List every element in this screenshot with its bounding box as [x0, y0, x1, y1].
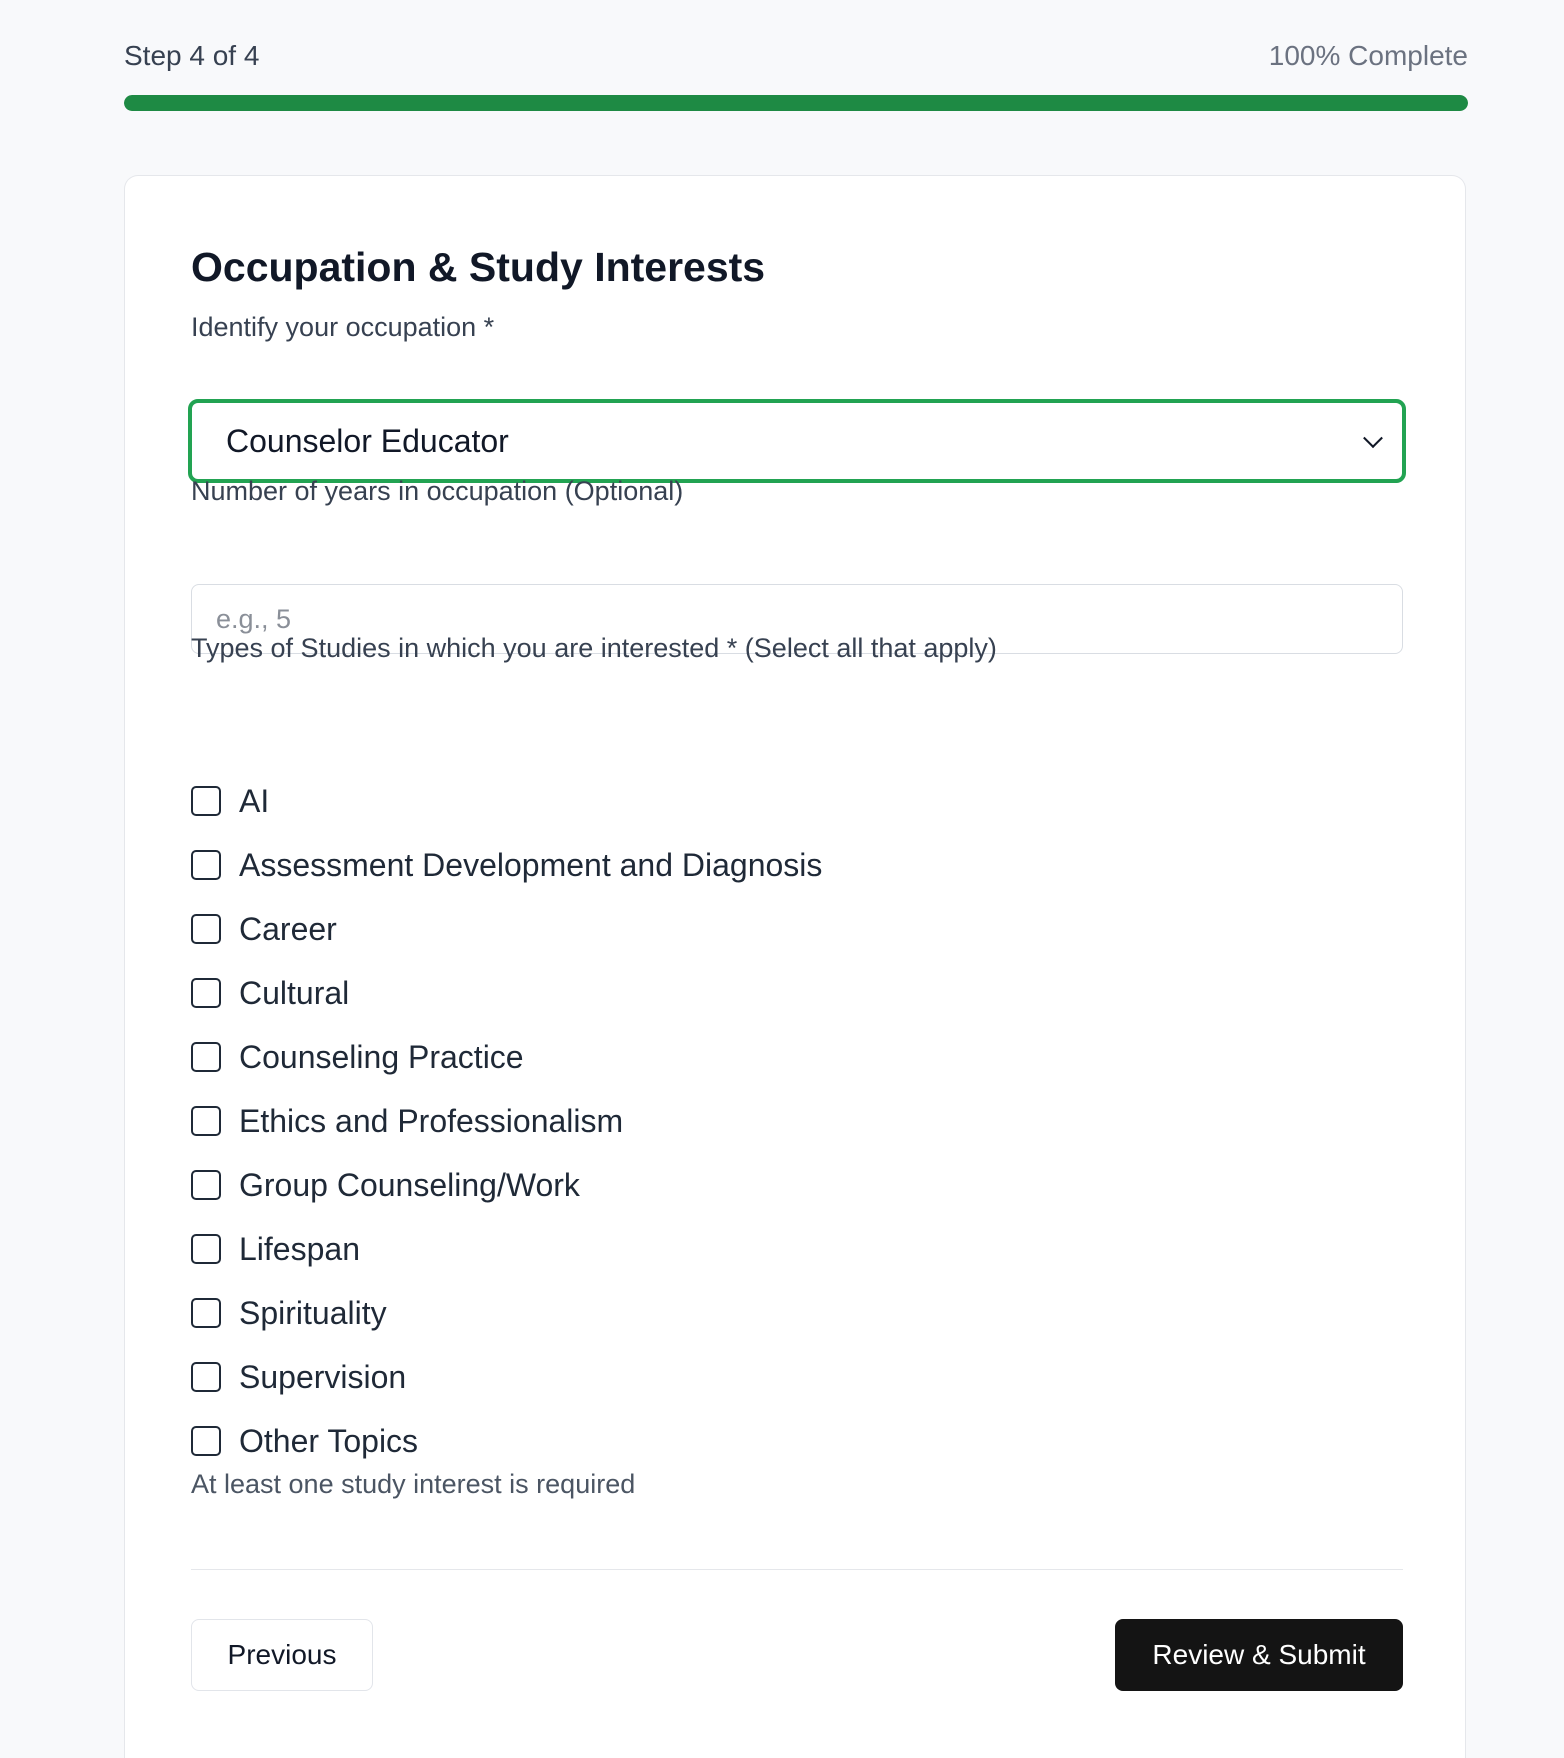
- checkbox-cultural[interactable]: [191, 978, 221, 1008]
- checkbox-assessment[interactable]: [191, 850, 221, 880]
- checkbox-label: Other Topics: [239, 1422, 419, 1459]
- progress-bar: [124, 95, 1468, 111]
- progress-percent: 100% Complete: [1268, 40, 1468, 71]
- checkbox-label: Ethics and Professionalism: [239, 1102, 624, 1139]
- checkbox-row-career[interactable]: [191, 897, 1403, 961]
- checkbox-label: Assessment Development and Diagnosis: [239, 846, 823, 883]
- checkbox-lifespan[interactable]: [191, 1234, 221, 1264]
- checkbox-row-spirituality[interactable]: [191, 1281, 1403, 1345]
- chevron-down-icon: [1363, 428, 1383, 448]
- studies-label: Types of Studies in which you are interested * (Select all that apply): [191, 633, 997, 663]
- checkbox-row-cultural[interactable]: [191, 961, 1403, 1025]
- occupation-label: Identify your occupation *: [191, 312, 495, 342]
- checkbox-label: Group Counseling/Work: [239, 1166, 580, 1203]
- step-indicator: Step 4 of 4: [124, 40, 260, 71]
- checkbox-career[interactable]: [191, 914, 221, 944]
- checkbox-row-ethics[interactable]: [191, 1089, 1403, 1153]
- checkbox-label: Counseling Practice: [239, 1038, 524, 1075]
- checkbox-row-ai[interactable]: [191, 769, 1403, 833]
- checkbox-label: Cultural: [239, 974, 350, 1011]
- checkbox-label: Supervision: [239, 1358, 407, 1395]
- studies-checkbox-list: [191, 769, 1403, 1473]
- checkbox-row-assessment[interactable]: [191, 833, 1403, 897]
- checkbox-spirituality[interactable]: [191, 1298, 221, 1328]
- previous-button[interactable]: Previous: [191, 1619, 373, 1691]
- checkbox-supervision[interactable]: [191, 1362, 221, 1392]
- checkbox-label: Spirituality: [239, 1294, 387, 1331]
- checkbox-group-counseling[interactable]: [191, 1170, 221, 1200]
- progress-header: [124, 40, 1468, 72]
- checkbox-other-topics[interactable]: [191, 1426, 221, 1456]
- occupation-select[interactable]: [188, 399, 1406, 483]
- checkbox-label: Career: [239, 910, 337, 947]
- divider: [191, 1569, 1403, 1570]
- checkbox-row-group-counseling[interactable]: [191, 1153, 1403, 1217]
- years-label: Number of years in occupation (Optional): [191, 476, 684, 506]
- checkbox-row-counseling-practice[interactable]: [191, 1025, 1403, 1089]
- checkbox-row-lifespan[interactable]: [191, 1217, 1403, 1281]
- studies-helper-text: At least one study interest is required: [191, 1469, 636, 1499]
- checkbox-label: AI: [239, 782, 270, 819]
- checkbox-ai[interactable]: [191, 786, 221, 816]
- checkbox-ethics[interactable]: [191, 1106, 221, 1136]
- checkbox-row-other-topics[interactable]: [191, 1409, 1403, 1473]
- checkbox-row-supervision[interactable]: [191, 1345, 1403, 1409]
- progress-bar-fill: [124, 95, 1468, 111]
- occupation-selected-value: Counselor Educator: [226, 422, 509, 459]
- checkbox-label: Lifespan: [239, 1230, 360, 1267]
- review-submit-button[interactable]: Review & Submit: [1115, 1619, 1403, 1691]
- page-title: Occupation & Study Interests: [191, 244, 766, 290]
- form-card: [124, 175, 1466, 1758]
- checkbox-counseling-practice[interactable]: [191, 1042, 221, 1072]
